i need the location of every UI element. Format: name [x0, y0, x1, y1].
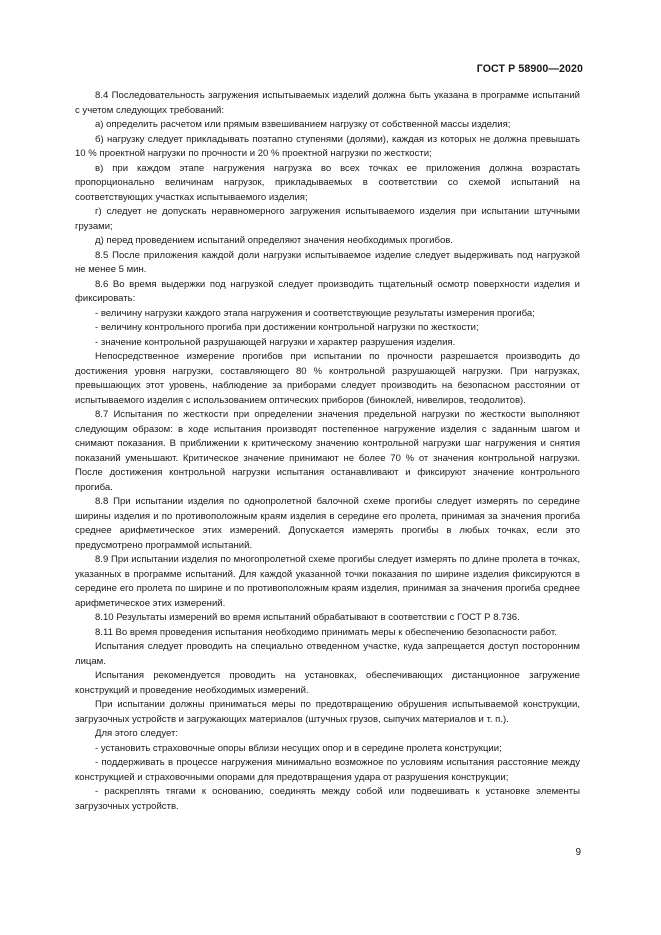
- paragraph-8-10: 8.10 Результаты измерений во время испытаний обрабатывают в соответствии с ГОСТ Р 8.736.: [95, 612, 520, 623]
- paragraph-collapse-prevention: При испытании должны приниматься меры по предотвращению обрушения испытываемой конструкции, загрузочных устройств и загружающих материалов (штучных грузов, сыпучих материалов и т. п.).: [75, 699, 580, 725]
- paragraph-8-9: 8.9 При испытании изделия по многопролетной схеме прогибы следует измерять по длине пролета в точках, указанных в программе испытаний. Для каждой указанной точки показания по ширине изделия фиксируются в середине его пролета по ширине и по противоположным краям изделия, принимая за значения прогиба среднее арифметическое этих измерений.: [75, 554, 580, 609]
- bullet-item: - значение контрольной разрушающей нагрузки и характер разрушения изделия.: [95, 336, 456, 348]
- list-item-v: в) при каждом этапе нагружения нагрузка во всех точках ее приложения должна возрастать пропорционально величинам нагрузок, прикладываемых в соответствии со схемой испытаний на соответствующих участках испытываемого изделия;: [75, 162, 580, 203]
- list-item-b: б) нагрузку следует прикладывать поэтапно ступенями (долями), каждая из которых не должна превышать 10 % проектной нагрузки по прочности и 20 % проектной нагрузки по жесткости;: [75, 133, 580, 159]
- bullet-item: - величину нагрузки каждого этапа нагружения и соответствующие результаты измерения прогиба;: [95, 307, 535, 319]
- list-item-d: д) перед проведением испытаний определяют значения необходимых прогибов.: [95, 235, 453, 246]
- list-item-a: а) определить расчетом или прямым взвешиванием нагрузку от собственной массы изделия;: [95, 119, 511, 130]
- paragraph-8-5: 8.5 После приложения каждой доли нагрузки испытываемое изделие следует выдерживать под нагрузкой не менее 5 мин.: [75, 249, 580, 275]
- document-body: [75, 89, 580, 814]
- document-code: ГОСТ Р 58900—2020: [476, 63, 583, 75]
- paragraph-8-7: 8.7 Испытания по жесткости при определении значения предельной нагрузки по жесткости выполняют следующим образом: в ходе испытания производят постепенное нагружение изделия с заданным шагом и снимают показания. В приближении к критическому значению контрольной нагрузки шаг нагружения и снятия показаний уменьшают. Критическое значение принимают не более 70 % от значения контрольной нагрузки. После достижения контрольной нагрузки испытания останавливают и фиксируют значение контрольного прогиба.: [75, 409, 580, 493]
- list-item-g: г) следует не допускать неравномерного загружения испытываемого изделия при испытании штучными грузами;: [75, 206, 580, 232]
- paragraph-8-4: 8.4 Последовательность загружения испытываемых изделий должна быть указана в программе испытаний с учетом следующих требований:: [75, 90, 580, 116]
- paragraph-safety-area: Испытания следует проводить на специально отведенном участке, куда запрещается доступ посторонним лицам.: [75, 641, 580, 667]
- paragraph-for-this: Для этого следует:: [95, 728, 179, 739]
- paragraph-measurement: Непосредственное измерение прогибов при испытании по прочности разрешается производить до достижения уровня нагрузки, составляющего 80 % контрольной разрушающей нагрузки. При нагрузках, превышающих этот уровень, наблюдение за приборами следует производить на безопасном расстоянии от испытываемого изделия с использованием оптических приборов (биноклей, нивелиров, теодолитов).: [75, 351, 580, 406]
- bullet-item: - величину контрольного прогиба при достижении контрольной нагрузки по жесткости;: [95, 322, 479, 333]
- paragraph-remote-loading: Испытания рекомендуется проводить на установках, обеспечивающих дистанционное загружение конструкций и проведение необходимых измерений.: [75, 670, 580, 696]
- bullet-item: - установить страховочные опоры вблизи несущих опор и в середине пролета конструкции;: [95, 742, 502, 754]
- paragraph-8-8: 8.8 При испытании изделия по однопролетной балочной схеме прогибы следует измерять по середине ширины изделия и по противоположным краям изделия в середине его пролета, принимая за значения прогиба среднее арифметическое этих измерений. Допускается измерять прогибы в любых точках, если это предусмотрено программой испытаний.: [75, 496, 580, 551]
- paragraph-8-11: 8.11 Во время проведения испытания необходимо принимать меры к обеспечению безопасности работ.: [95, 626, 557, 638]
- page-number: 9: [575, 847, 581, 858]
- bullet-item: - раскреплять тягами к основанию, соединять между собой или подвешивать к установке элементы загрузочных устройств.: [75, 786, 580, 812]
- paragraph-8-6: 8.6 Во время выдержки под нагрузкой следует производить тщательный осмотр поверхности изделия и фиксировать:: [75, 278, 580, 304]
- bullet-item: - поддерживать в процессе нагружения минимально возможное по условиям испытания расстояние между конструкцией и страховочными опорами для предотвращения удара от разрушения конструкции;: [75, 757, 580, 783]
